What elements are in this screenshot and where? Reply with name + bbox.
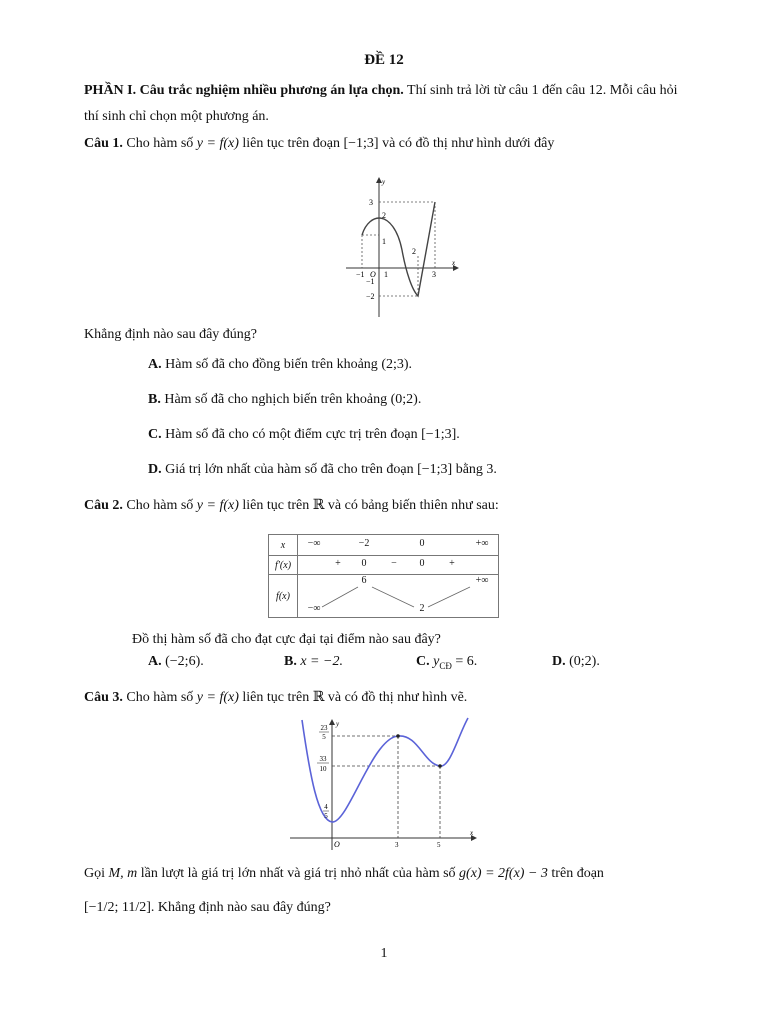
q1-option-c-text: Hàm số đã cho có một điểm cực trị trên đoạn xyxy=(165,427,418,442)
q3-ytick-4-den: 5 xyxy=(324,812,328,820)
q1-tick-xm1: −1 xyxy=(356,270,365,279)
q2-label: Câu 2. xyxy=(84,498,123,513)
q2-option-c-math2: = 6. xyxy=(455,654,478,669)
vt-arrows xyxy=(298,575,498,617)
q3-interval: [−1/2; 11/2] xyxy=(84,900,151,915)
q3-stem-b: lần lượt là giá trị lớn nhất và giá trị nhỏ nhất của hàm số xyxy=(140,866,456,881)
vt-header-fp: f′(x) xyxy=(269,556,298,575)
q3-gfunc: g(x) = 2f(x) − 3 xyxy=(459,866,548,881)
vt-x-m2: −2 xyxy=(358,538,370,549)
q3-origin: O xyxy=(334,840,340,849)
q1-tick-y1: 1 xyxy=(382,237,386,246)
q1-option-b[interactable] xyxy=(148,392,421,408)
vt-x-posinf: +∞ xyxy=(475,538,489,549)
q3-y-label: y xyxy=(336,720,340,728)
q3-ytick-23-den: 5 xyxy=(322,733,326,741)
q1-text-a: Cho hàm số xyxy=(126,136,194,151)
vt-fp-zero1: 0 xyxy=(361,558,367,569)
q2-option-d-math: (0;2). xyxy=(569,654,600,669)
q1-option-d-math: [−1;3] xyxy=(417,462,453,477)
q3-mm: M, m xyxy=(108,866,138,881)
vt-f-posinf: +∞ xyxy=(475,575,489,586)
q1-stem xyxy=(84,136,554,152)
q3-guides xyxy=(332,736,440,838)
q2-option-c-sub: CĐ xyxy=(439,660,452,671)
q2-option-b[interactable] xyxy=(284,654,343,670)
q2-option-b-letter: B. xyxy=(284,654,297,669)
q3-stem-c: trên đoạn xyxy=(551,866,604,881)
q3-ytick-4-5 xyxy=(323,803,329,820)
part-instruction: Thí sinh trả lời từ câu 1 đến câu 12. Mỗi câu hỏi thí sinh chỉ chọn một phương án. xyxy=(84,83,678,124)
q2-option-c[interactable] xyxy=(416,654,477,671)
q3-label: Câu 3. xyxy=(84,690,123,705)
q2-option-c-math: y xyxy=(433,654,440,669)
q1-tick-x1: 1 xyxy=(384,270,388,279)
q1-tick-x3: 3 xyxy=(432,270,436,279)
q2-stem xyxy=(84,497,499,514)
part-header xyxy=(84,78,694,130)
q1-option-c-math: [−1;3]. xyxy=(421,427,460,442)
q1-option-b-letter: B. xyxy=(148,392,161,407)
q2-text-b: liên tục trên ℝ và có bảng biến thiên như sau: xyxy=(242,498,499,513)
q2-option-d[interactable] xyxy=(552,654,600,670)
q1-tick-ym1: −1 xyxy=(366,277,375,286)
part-label: PHẦN I. Câu trắc nghiệm nhiều phương án lựa chọn. xyxy=(84,83,404,98)
q1-x-label: x xyxy=(452,259,456,267)
q2-func: y = f(x) xyxy=(196,498,239,513)
q2-option-a-letter: A. xyxy=(148,654,162,669)
q3-ytick-33-num: 33 xyxy=(319,755,327,763)
q3-question-line1 xyxy=(84,866,604,882)
q1-func: y = f(x) xyxy=(196,136,239,151)
q1-tick-y3: 3 xyxy=(369,198,373,207)
q3-graph xyxy=(288,716,480,854)
q2-option-a-math: (−2;6). xyxy=(165,654,204,669)
q1-interval: [−1;3] xyxy=(343,136,379,151)
q1-option-a-text: Hàm số đã cho đồng biến trên khoảng xyxy=(165,357,378,372)
vt-f-6: 6 xyxy=(361,575,367,586)
q3-tick-x3: 3 xyxy=(395,841,399,849)
page-number: 1 xyxy=(380,946,388,961)
vt-fp-plus1: + xyxy=(335,558,341,569)
vt-x-0: 0 xyxy=(419,538,425,549)
q2-option-d-letter: D. xyxy=(552,654,566,669)
vt-header-f: f(x) xyxy=(269,575,298,618)
q1-text-c: và có đồ thị như hình dưới đây xyxy=(382,136,555,151)
q1-option-c-letter: C. xyxy=(148,427,162,442)
q3-func: y = f(x) xyxy=(196,690,239,705)
q3-tick-x5: 5 xyxy=(437,841,441,849)
q1-option-b-text: Hàm số đã cho nghịch biến trên khoảng xyxy=(164,392,388,407)
vt-fp-minus: − xyxy=(391,558,397,569)
q1-graph xyxy=(336,172,466,320)
vt-f-neginf: −∞ xyxy=(307,603,321,614)
vt-fp-plus2: + xyxy=(449,558,455,569)
vt-fp-zero2: 0 xyxy=(419,558,425,569)
q1-prompt: Khẳng định nào sau đây đúng? xyxy=(84,327,258,342)
q3-ytick-33-10 xyxy=(317,755,329,773)
q2-prompt: Đồ thị hàm số đã cho đạt cực đại tại điểm nào sau đây? xyxy=(132,632,441,647)
q1-option-a-math: (2;3). xyxy=(381,357,413,372)
q1-tick-y2: 2 xyxy=(382,211,386,220)
q3-point-max xyxy=(396,734,400,738)
q1-option-d-letter: D. xyxy=(148,462,162,477)
q3-point-min xyxy=(438,764,442,768)
q3-question-line2 xyxy=(84,900,331,916)
q1-option-b-math: (0;2). xyxy=(390,392,422,407)
q2-text-a: Cho hàm số xyxy=(126,498,194,513)
q1-tick-x2: 2 xyxy=(412,247,416,256)
q3-ytick-23-5 xyxy=(319,724,329,741)
vt-f-2: 2 xyxy=(419,603,425,614)
q3-text-a: Cho hàm số xyxy=(126,690,194,705)
q3-ytick-23-num: 23 xyxy=(320,724,328,732)
q1-option-c[interactable] xyxy=(148,427,460,443)
q1-option-a-letter: A. xyxy=(148,357,162,372)
q3-stem xyxy=(84,689,467,706)
q3-stem-d: . Khẳng định nào sau đây đúng? xyxy=(150,900,331,915)
q1-tick-ym2: −2 xyxy=(366,292,375,301)
q1-option-d-text: Giá trị lớn nhất của hàm số đã cho trên đoạn xyxy=(165,462,414,477)
q1-label: Câu 1. xyxy=(84,136,123,151)
q3-x-label: x xyxy=(470,829,474,837)
q3-ytick-4-num: 4 xyxy=(324,803,328,811)
q1-origin: O xyxy=(370,270,376,279)
q3-text-b: liên tục trên ℝ và có đồ thị như hình vẽ. xyxy=(242,690,468,705)
q1-option-a[interactable] xyxy=(148,357,412,373)
exam-title: ĐỀ 12 xyxy=(364,52,404,68)
vt-header-x: x xyxy=(269,535,298,556)
q1-text-b: liên tục trên đoạn xyxy=(242,136,340,151)
q1-y-label: y xyxy=(382,178,386,186)
q2-option-a[interactable] xyxy=(148,654,204,670)
q2-option-c-letter: C. xyxy=(416,654,430,669)
q1-option-d-tail: bằng 3. xyxy=(455,462,497,477)
q1-option-d[interactable] xyxy=(148,462,497,478)
q3-ytick-33-den: 10 xyxy=(319,765,327,773)
q3-stem-a: Gọi xyxy=(84,866,105,881)
q2-option-b-math: x = −2. xyxy=(300,654,343,669)
vt-x-neginf: −∞ xyxy=(307,538,321,549)
variation-table xyxy=(268,534,499,618)
